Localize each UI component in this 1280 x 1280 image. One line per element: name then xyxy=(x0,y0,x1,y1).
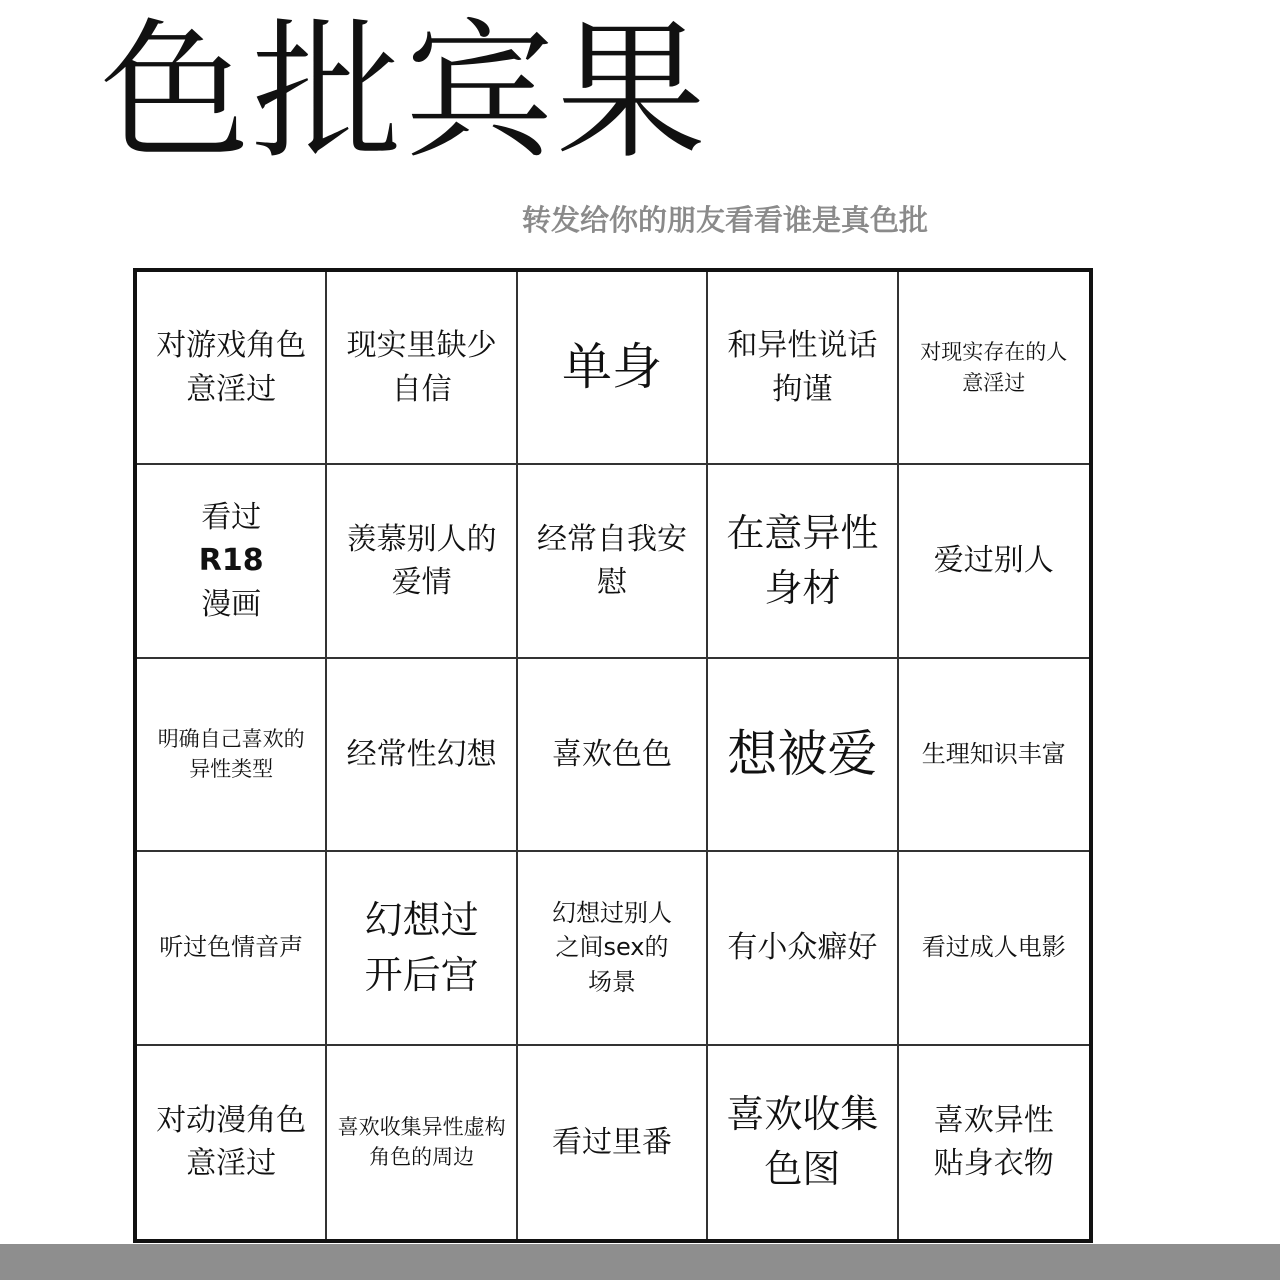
bingo-cell: 喜欢色色 xyxy=(518,659,708,852)
bingo-cell: 幻想过别人 之间sex的 场景 xyxy=(518,852,708,1045)
bingo-cell: 羡慕别人的 爱情 xyxy=(327,465,517,658)
bingo-cell: 想被爱 xyxy=(708,659,898,852)
bingo-cell: 幻想过 开后宫 xyxy=(327,852,517,1045)
page-title: 色批宾果 xyxy=(100,6,709,180)
bingo-cell: 爱过别人 xyxy=(899,465,1089,658)
bingo-cell: 听过色情音声 xyxy=(137,852,327,1045)
bingo-cell: 现实里缺少 自信 xyxy=(327,272,517,465)
bingo-cell: 喜欢收集 色图 xyxy=(708,1046,898,1239)
bingo-cell: 明确自己喜欢的 异性类型 xyxy=(137,659,327,852)
bingo-cell: 生理知识丰富 xyxy=(899,659,1089,852)
bingo-cell: 对游戏角色 意淫过 xyxy=(137,272,327,465)
bingo-cell: 和异性说话 拘谨 xyxy=(708,272,898,465)
bingo-cell: 看过里番 xyxy=(518,1046,708,1239)
bingo-cell: 经常自我安 慰 xyxy=(518,465,708,658)
bingo-cell: 在意异性 身材 xyxy=(708,465,898,658)
bingo-cell: 看过成人电影 xyxy=(899,852,1089,1045)
bingo-cell: 喜欢异性 贴身衣物 xyxy=(933,1102,1054,1182)
bingo-cell: 经常性幻想 xyxy=(327,659,517,852)
bingo-cell: 对动漫角色 意淫过 xyxy=(137,1046,327,1239)
bingo-cell: 有小众癖好 xyxy=(708,852,898,1045)
bottom-bar xyxy=(0,1244,1280,1280)
bingo-cell: 看过 R18 漫画 xyxy=(137,465,327,658)
bingo-cell: 单身 xyxy=(518,272,708,465)
subtitle: 转发给你的朋友看看谁是真色批 xyxy=(522,203,929,237)
bingo-grid xyxy=(133,268,1093,1243)
bingo-cell: 对现实存在的人 意淫过 xyxy=(899,272,1089,465)
bingo-cell: 喜欢收集异性虚构 角色的周边 xyxy=(327,1046,517,1239)
